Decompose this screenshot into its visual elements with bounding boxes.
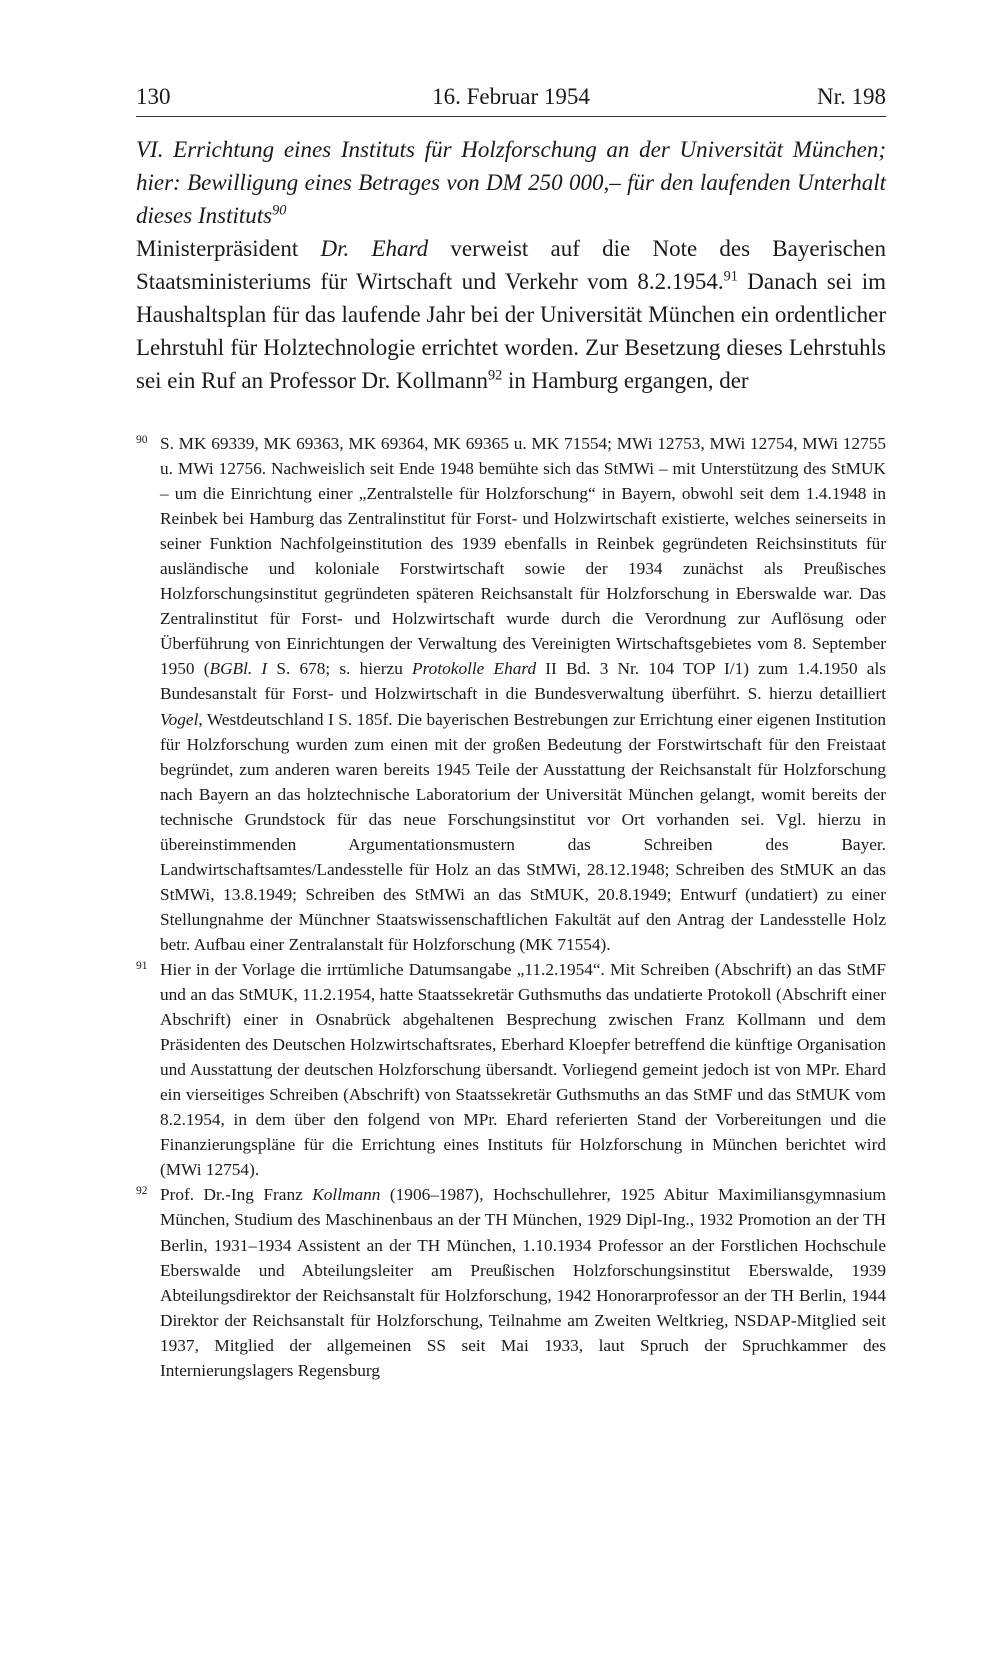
footnote-text-part: , Westdeutschland I S. 185f. Die bayerischen Bestrebungen zur Errichtung einer eigenen Institution für Holzforschung wurden zum einen mit der großen Bedeutung der Forstwirtschaft für den Freistaat begründet, zum anderen waren bereits 1945 Teile der Ausstattung der Reichsanstalt für Holzforschung nach Bayern an das holztechnische Laboratorium der Universität München gelangt, womit bereits der technische Grundstock für das neue Forschungsinstitut vor Ort vorhanden sei. Vgl. hierzu in übereinstimmenden Argumentationsmustern das Schreiben des Bayer. Landwirtschaftsamtes/Landesstelle für Holz an das StMWi, 28.12.1948; Schreiben des StMUK an das StMWi, 13.8.1949; Schreiben des StMWi an das StMUK, 20.8.1949; Entwurf (undatiert) zu einer Stellungnahme der Münchner Staatswissenschaftlichen Fakultät auf den Antrag der Landesstelle Holz betr. Aufbau einer Zentralanstalt für Holzforschung (MK 71554). [160,709,886,954]
body-text-4: in Hamburg ergangen, der [502,368,749,393]
footnotes-section [136,431,886,1383]
footnote-ref-91[interactable]: 91 [723,268,738,285]
footnote-text: Hier in der Vorlage die irrtümliche Datumsangabe „11.2.1954“. Mit Schreiben (Abschrift) an das StMF und an das StMUK, 11.2.1954, hatte Staatssekretär Guthsmuths das undatierte Protokoll (Abschrift einer Abschrift) einer in Osnabrück abgehaltenen Besprechung zwischen Franz Kollmann und dem Präsidenten des Deutschen Holzwirtschaftsrates, Eberhard Kloepfer betreffend die künftige Organisation und Ausstattung der deutschen Holzforschung übersandt. Vorliegend gemeint jedoch ist von MPr. Ehard ein vierseitiges Schreiben (Abschrift) von Staatssekretär Guthsmuths an das StMF und das StMUK vom 8.2.1954, in dem über den folgend von MPr. Ehard referierten Stand der Vorbereitungen und die Finanzierungspläne für die Errichtung eines Instituts für Holzforschung in München berichtet wird (MWi 12754). [160,959,886,1180]
footnote-ref-92[interactable]: 92 [487,367,503,384]
footnote-text [160,1182,886,1382]
running-header [136,82,886,117]
footnote-ref-90[interactable]: 90 [272,202,287,219]
footnote-text-part: S. MK 69339, MK 69363, MK 69364, MK 69365 u. MK 71554; MWi 12753, MWi 12754, MWi 12755 u. MWi 12756. Nachweislich seit Ende 1948 bemühte sich das StMWi – mit Unterstützung des StMUK – um die Einrichtung einer „Zentralstelle für Holzforschung“ in Bayern, obwohl seit dem 1.4.1948 in Reinbek bei Hamburg das Zentralinstitut für Forst- und Holzwirtschaft existierte, welches seinerseits in seiner Funktion Nachfolgeinstitution des 1939 ebenfalls in Reinbek gegründeten Reichsinstituts für ausländische und koloniale Forstwirtschaft sowie der 1934 zunächst als Preußisches Holzforschungsinstitut gegründeten späteren Reichsanstalt für Holzforschung in Eberswalde war. Das Zentralinstitut für Forst- und Holzwirtschaft wurde durch die Verordnung zur Auflösung oder Überführung von Einrichtungen der Verwaltung des Vereinigten Wirtschaftsgebietes vom 8. September 1950 ( [160,434,886,679]
citation-italic: Protokolle Ehard [412,659,537,679]
footnote-91 [136,957,886,1182]
person-name-ehard: Dr. Ehard [320,236,429,261]
person-name-kollmann: Kollmann [312,1185,381,1205]
footnote-text [160,431,886,957]
protocol-number: Nr. 198 [817,84,886,109]
footnote-text-part: Prof. Dr.-Ing Franz [160,1185,313,1205]
footnote-92 [136,1182,886,1382]
document-page [136,82,886,1383]
page-number: 130 [136,84,171,109]
footnote-90 [136,431,886,957]
header-date: 16. Februar 1954 [432,84,590,109]
footnote-text-part: II Bd. 3 Nr. 104 TOP I/1) zum 1.4.1950 als Bundesanstalt für Forst- und Holzwirtschaft in die Bundesverwaltung überführt. S. hierzu detailliert [160,659,886,704]
footnote-number: 90 [136,434,148,446]
footnote-text-part: (1906–1987), Hochschullehrer, 1925 Abitur Maximiliansgymnasium München, Studium des Maschinenbaus an der TH München, 1929 Dipl-Ing., 1932 Promotion an der TH Berlin, 1931–1934 Assistent an der TH München, 1.10.1934 Professor an der Forstlichen Hochschule Eberswalde und Abteilungsleiter am Preußischen Holzforschungsinstitut Eberswalde, 1939 Abteilungsdirektor der Reichsanstalt für Holzforschung, 1942 Honorarprofessor an der TH Berlin, 1944 Direktor der Reichsanstalt für Holzforschung, Teilnahme am Zweiten Weltkrieg, NSDAP-Mitglied seit 1937, Mitglied der allgemeinen SS seit Mai 1933, laut Spruch der Spruchkammer des Internierungslagers Regensburg [160,1185,886,1380]
agenda-item-title: VI. Errichtung eines Instituts für Holzforschung an der Universität München; hier: Bewilligung eines Betrages von DM 250 000,– für den laufenden Unterhalt dieses Instituts [136,137,886,228]
citation-italic: Vogel [160,709,199,729]
footnote-number: 92 [136,1185,148,1198]
body-text-2: verweist auf die Note des Bayerischen Staatsministeriums für Wirtschaft und Verkehr vom 8.2.1954. [136,236,886,294]
agenda-item-heading [136,133,886,232]
citation-italic: BGBl. I [209,659,268,679]
footnote-text-part: S. 678; s. hierzu [267,659,413,679]
body-text-1: Ministerpräsident [136,236,321,261]
body-text-3: Danach sei im Haushaltsplan für das laufende Jahr bei der Universität München ein ordentlicher Lehrstuhl für Holztechnologie errichtet worden. Zur Besetzung dieses Lehrstuhls sei ein Ruf an Professor Dr. Kollmann [136,269,886,393]
body-paragraph [136,232,886,397]
footnote-number: 91 [136,959,148,972]
